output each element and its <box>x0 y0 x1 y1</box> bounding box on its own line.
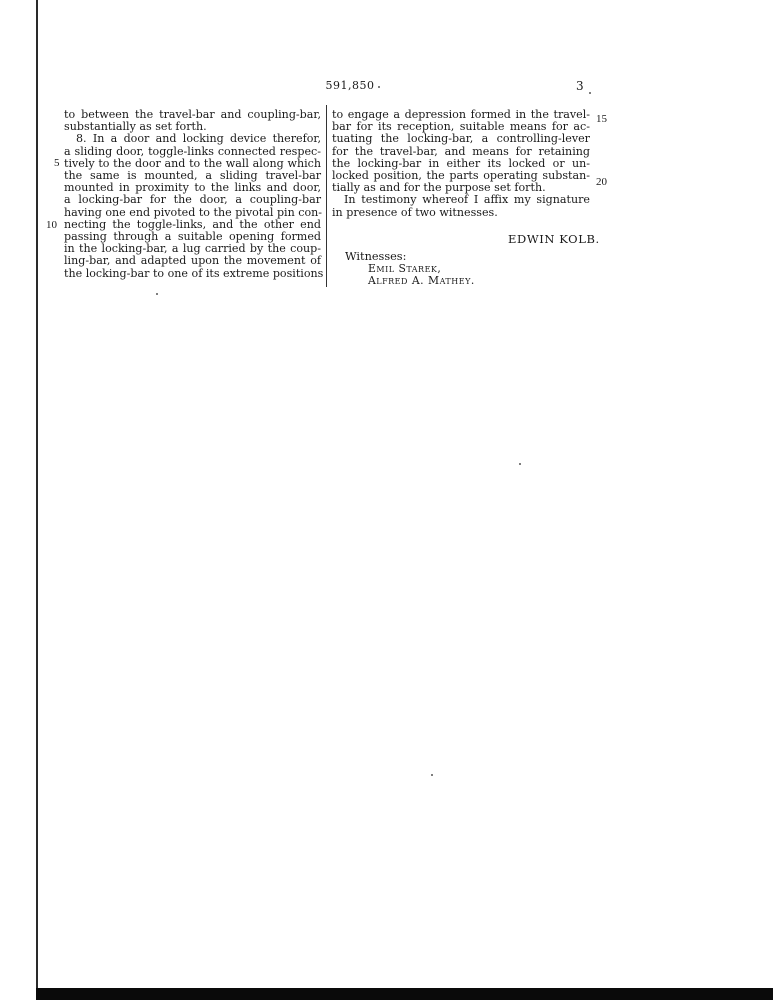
scan-speck <box>378 86 380 88</box>
patent-number: 591,850 <box>325 79 375 92</box>
text-line: to between the travel-bar and coupling-bar, <box>64 108 321 121</box>
testimony-line: In testimony whereof I affix my signature <box>344 193 590 207</box>
line-number-15: 15 <box>596 113 607 125</box>
text-line: the same is mounted, a sliding travel-bar <box>64 169 321 183</box>
text-line: necting the toggle-links, and the other end <box>64 217 321 231</box>
claim-8-start: 8. In a door and locking device therefor, <box>76 132 321 146</box>
text-line: the locking-bar to one of its extreme positions <box>64 266 324 280</box>
right-column <box>332 109 590 219</box>
page-number: 3 <box>576 79 584 93</box>
line-number-5: 5 <box>54 157 60 169</box>
scan-speck <box>156 293 158 295</box>
text-line: a locking-bar for the door, a coupling-bar <box>64 193 321 207</box>
witness-name: Alfred A. Mathey. <box>368 274 475 287</box>
text-line: tuating the locking-bar, a controlling-lever <box>332 132 590 146</box>
text-line: a sliding door, toggle-links connected respec- <box>64 144 321 158</box>
text-line: substantially as set forth. <box>64 120 207 134</box>
text-line: in the locking-bar, a lug carried by the coup- <box>64 242 321 256</box>
text-line: ling-bar, and adapted upon the movement of <box>64 254 321 268</box>
witnesses-label: Witnesses: <box>345 250 407 263</box>
text-line: the locking-bar in either its locked or un- <box>332 156 590 170</box>
scan-edge-bottom <box>36 988 773 1000</box>
text-line: bar for its reception, suitable means for ac- <box>332 120 590 134</box>
column-divider <box>326 105 327 287</box>
line-number-20: 20 <box>596 176 607 188</box>
text-line: having one end pivoted to the pivotal pin con- <box>64 205 323 219</box>
text-line: tively to the door and to the wall along which <box>64 156 321 170</box>
text-line: passing through a suitable opening formed <box>64 230 321 244</box>
left-column <box>64 108 324 280</box>
text-line: tially as and for the purpose set forth. <box>332 181 546 195</box>
scan-speck <box>519 463 521 465</box>
text-line: to engage a depression formed in the travel- <box>332 108 590 121</box>
scan-speck <box>589 92 591 94</box>
text-line: for the travel-bar, and means for retaining <box>332 144 590 158</box>
text-line: mounted in proximity to the links and door, <box>64 181 321 195</box>
line-number-10: 10 <box>46 219 57 231</box>
inventor-signature: EDWIN KOLB. <box>508 232 600 246</box>
scan-speck <box>431 774 433 776</box>
witness-name: Emil Starek, <box>368 262 442 275</box>
text-line: in presence of two witnesses. <box>332 205 498 219</box>
scan-edge-left <box>36 0 38 1000</box>
text-line: locked position, the parts operating substan- <box>332 169 590 183</box>
